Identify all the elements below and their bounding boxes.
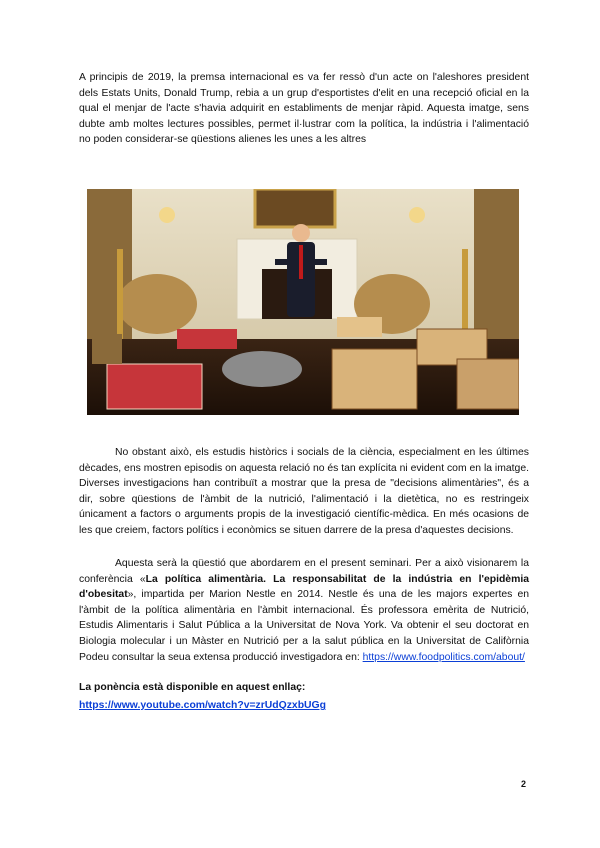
youtube-link[interactable]: https://www.youtube.com/watch?v=zrUdQzxbUGg	[79, 700, 326, 711]
seminar-text-start: Aquesta serà la qüestió que abordarem en el present seminari. Per a això visionarem la conferència «	[79, 558, 529, 585]
video-label: La ponència està disponible en aquest enllaç:	[79, 682, 306, 693]
seminar-text-end: », impartida per Marion Nestle en 2014. Nestle és una de les majors expertes en l'àmbit de la política alimentària en l'àmbit internacional. És professora emèrita de Nutrició, Estudis Alimentaris i Salut Pública a la Universitat de Nova York. Va obtenir el seu doctorat en Biologia molecular i un Màster en Nutrició per a la salut pública en la Universitat de Califòrnia Podeu consultar la seua extensa producció investigadora en:	[79, 589, 529, 663]
conference-title: La política alimentària. La responsabilitat de la indústria en l'epidèmia d'obesitat	[79, 573, 529, 601]
seminar-paragraph	[79, 556, 529, 665]
context-paragraph: No obstant això, els estudis històrics i socials de la ciència, especialment en les últimes dècades, ens mostren episodis on aquesta relació no és tan explícita ni evident com en la imatge. Diverses investigacions han contribuït a mostrar que la presa de "decisions alimentàries", és a dir, sobre qüestions de l'àmbit de la nutrició, l'alimentació i la dietètica, no es restringeix únicament a factors o arguments propis de la investigació científic-mèdica. En més ocasions de les que creiem, factors polítics i econòmics se situen darrere de la presa d'aquestes decisions.	[79, 447, 529, 536]
intro-paragraph: A principis de 2019, la premsa internacional es va fer ressò d'un acte on l'aleshores president dels Estats Units, Donald Trump, rebia a un grup d'esportistes d'elit en una recepció oficial en la qual el menjar de l'acte s'havia adquirit en establiments de menjar ràpid. Aquesta imatge, sens dubte amb moltes lectures possibles, permet il·lustrar com la política, la indústria i l'alimentació no poden considerar-se qüestions alienes les unes a les altres	[79, 72, 529, 146]
foodpolitics-link[interactable]: https://www.foodpolitics.com/about/	[362, 651, 525, 663]
page-number: 2	[521, 779, 527, 789]
reception-photo	[87, 189, 519, 415]
